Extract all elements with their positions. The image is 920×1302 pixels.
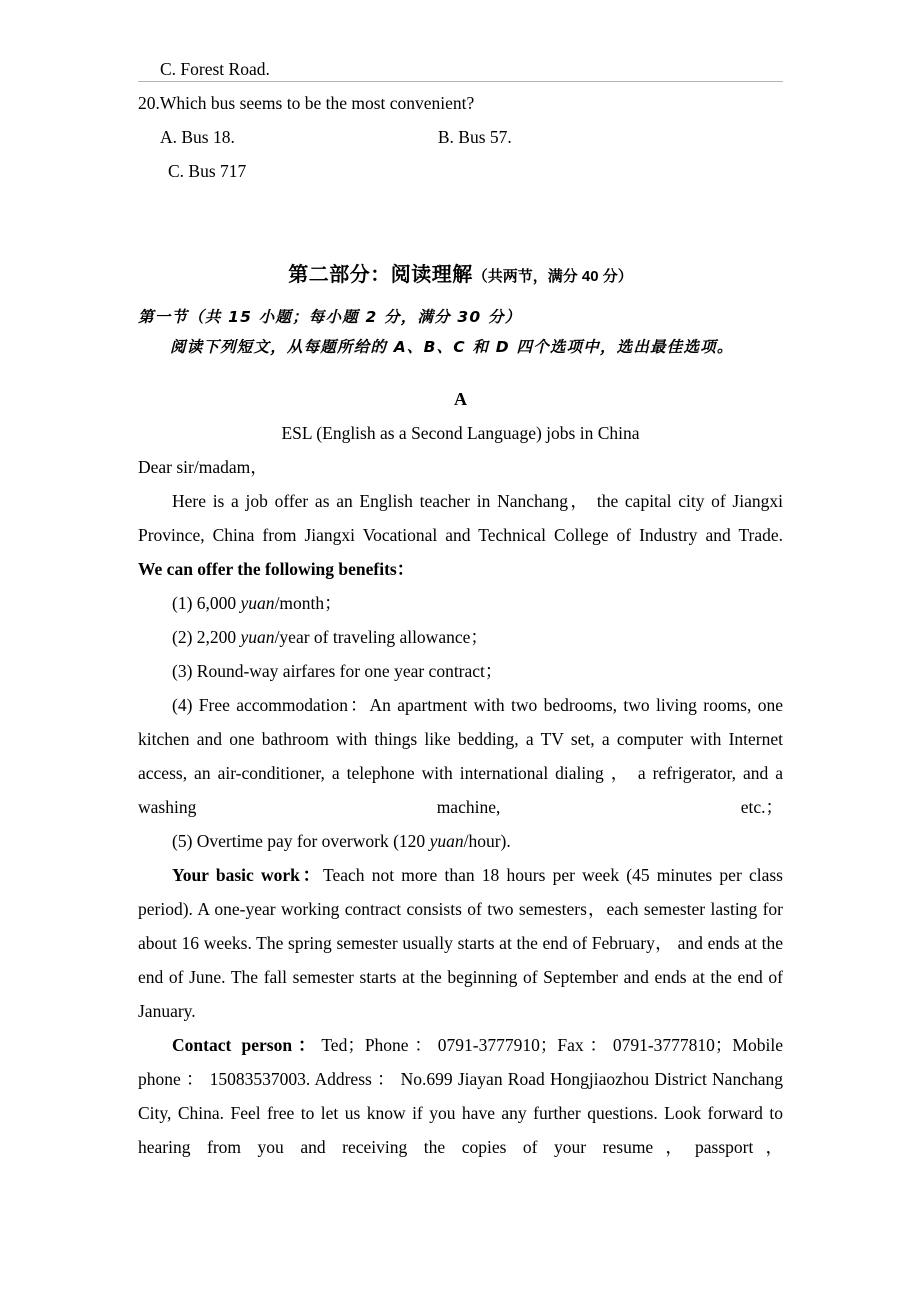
- contact-text: Ted；Phone：0791-3777910；Fax：0791-3777810；Mobile phone ： 15083537003. Address ： No.699 Jiayan Road Hongjiaozhou District Nanchang City, China. Feel free to let us know if you have any further questions. Look forward to hearing from you and receiving the copies of your resume，passport，: [138, 1035, 783, 1157]
- benefit-5-pre: (5) Overtime pay for overwork (120: [172, 831, 430, 851]
- benefit-2-pre: 2,200: [196, 627, 241, 647]
- benefits-heading: [138, 552, 783, 586]
- benefit-2-post: /year of traveling allowance；: [274, 627, 488, 647]
- benefits-heading-text: We can offer the following benefits：: [138, 559, 415, 579]
- instruction-gap: [138, 362, 783, 382]
- passage-letter-a: A: [454, 389, 467, 409]
- benefit-item-1: [138, 586, 783, 620]
- question-20-option-b: B. Bus 57.: [437, 127, 512, 147]
- benefit-3-text: Round-way airfares for one year contract；: [196, 661, 503, 681]
- section-gap: [138, 188, 783, 240]
- benefit-item-2: [138, 620, 783, 654]
- part-two-title: [138, 260, 783, 292]
- section-gap-2: [138, 240, 783, 260]
- contact-label: Contact person：: [172, 1035, 322, 1055]
- top-spacer: [138, 0, 783, 52]
- passage-title: ESL (English as a Second Language) jobs in China: [281, 423, 640, 443]
- benefit-1-pre: 6,000: [196, 593, 241, 613]
- question-20-option-c: C. Bus 717: [168, 161, 247, 181]
- benefit-1-currency: yuan: [240, 593, 275, 613]
- contact-paragraph: [138, 1028, 783, 1164]
- section-one-heading: 第一节（共 15 小题；每小题 2 分，满分 30 分）: [138, 308, 522, 326]
- question-20-options-row: [138, 120, 783, 154]
- question-20-option-a: A. Bus 18.: [160, 127, 235, 147]
- basic-work-paragraph: [138, 858, 783, 1028]
- section-one-instruction: 阅读下列短文，从每题所给的 A、B、C 和 D 四个选项中，选出最佳选项。: [170, 338, 734, 356]
- benefit-5-post: /hour).: [463, 831, 511, 851]
- benefit-item-4: (4) Free accommodation：An apartment with two bedrooms, two living rooms, one kitchen and one bathroom with things like bedding, a TV set, a computer with Internet access, an air-conditioner, a telephone with international dialing ， a refrigerator, and a washing machine, etc.；: [138, 695, 783, 817]
- benefit-3-number: (3): [172, 661, 197, 681]
- basic-work-label: Your basic work：: [172, 865, 324, 885]
- benefit-2-number: (2): [172, 627, 197, 647]
- part-two-title-text: 第二部分：阅读理解: [288, 264, 473, 286]
- intro-paragraph: Here is a job offer as an English teacher in Nanchang， the capital city of Jiangxi Province, China from Jiangxi Vocational and Technical College of Industry and Trade.: [138, 491, 783, 545]
- part-two-score: （共两节，满分 40 分）: [472, 268, 633, 285]
- title-gap: [138, 292, 783, 302]
- basic-work-text: Teach not more than 18 hours per week (45 minutes per class period). A one-year working contract consists of two semesters，each semester lasting for about 16 weeks. The spring semester usually starts at the end of February， and ends at the end of June. The fall semester starts at the beginning of September and ends at the end of January.: [138, 865, 783, 1021]
- benefit-1-post: /month；: [274, 593, 342, 613]
- benefit-5-currency: yuan: [429, 831, 464, 851]
- benefit-1-number: (1): [172, 593, 197, 613]
- option-c-forest-road: C. Forest Road.: [160, 59, 270, 79]
- benefit-item-5: [138, 824, 783, 858]
- document-page: [138, 0, 783, 1164]
- salutation: Dear sir/madam，: [138, 457, 268, 477]
- benefit-item-3: [138, 654, 783, 688]
- benefit-2-currency: yuan: [240, 627, 275, 647]
- question-20: 20.Which bus seems to be the most convenient?: [138, 93, 475, 113]
